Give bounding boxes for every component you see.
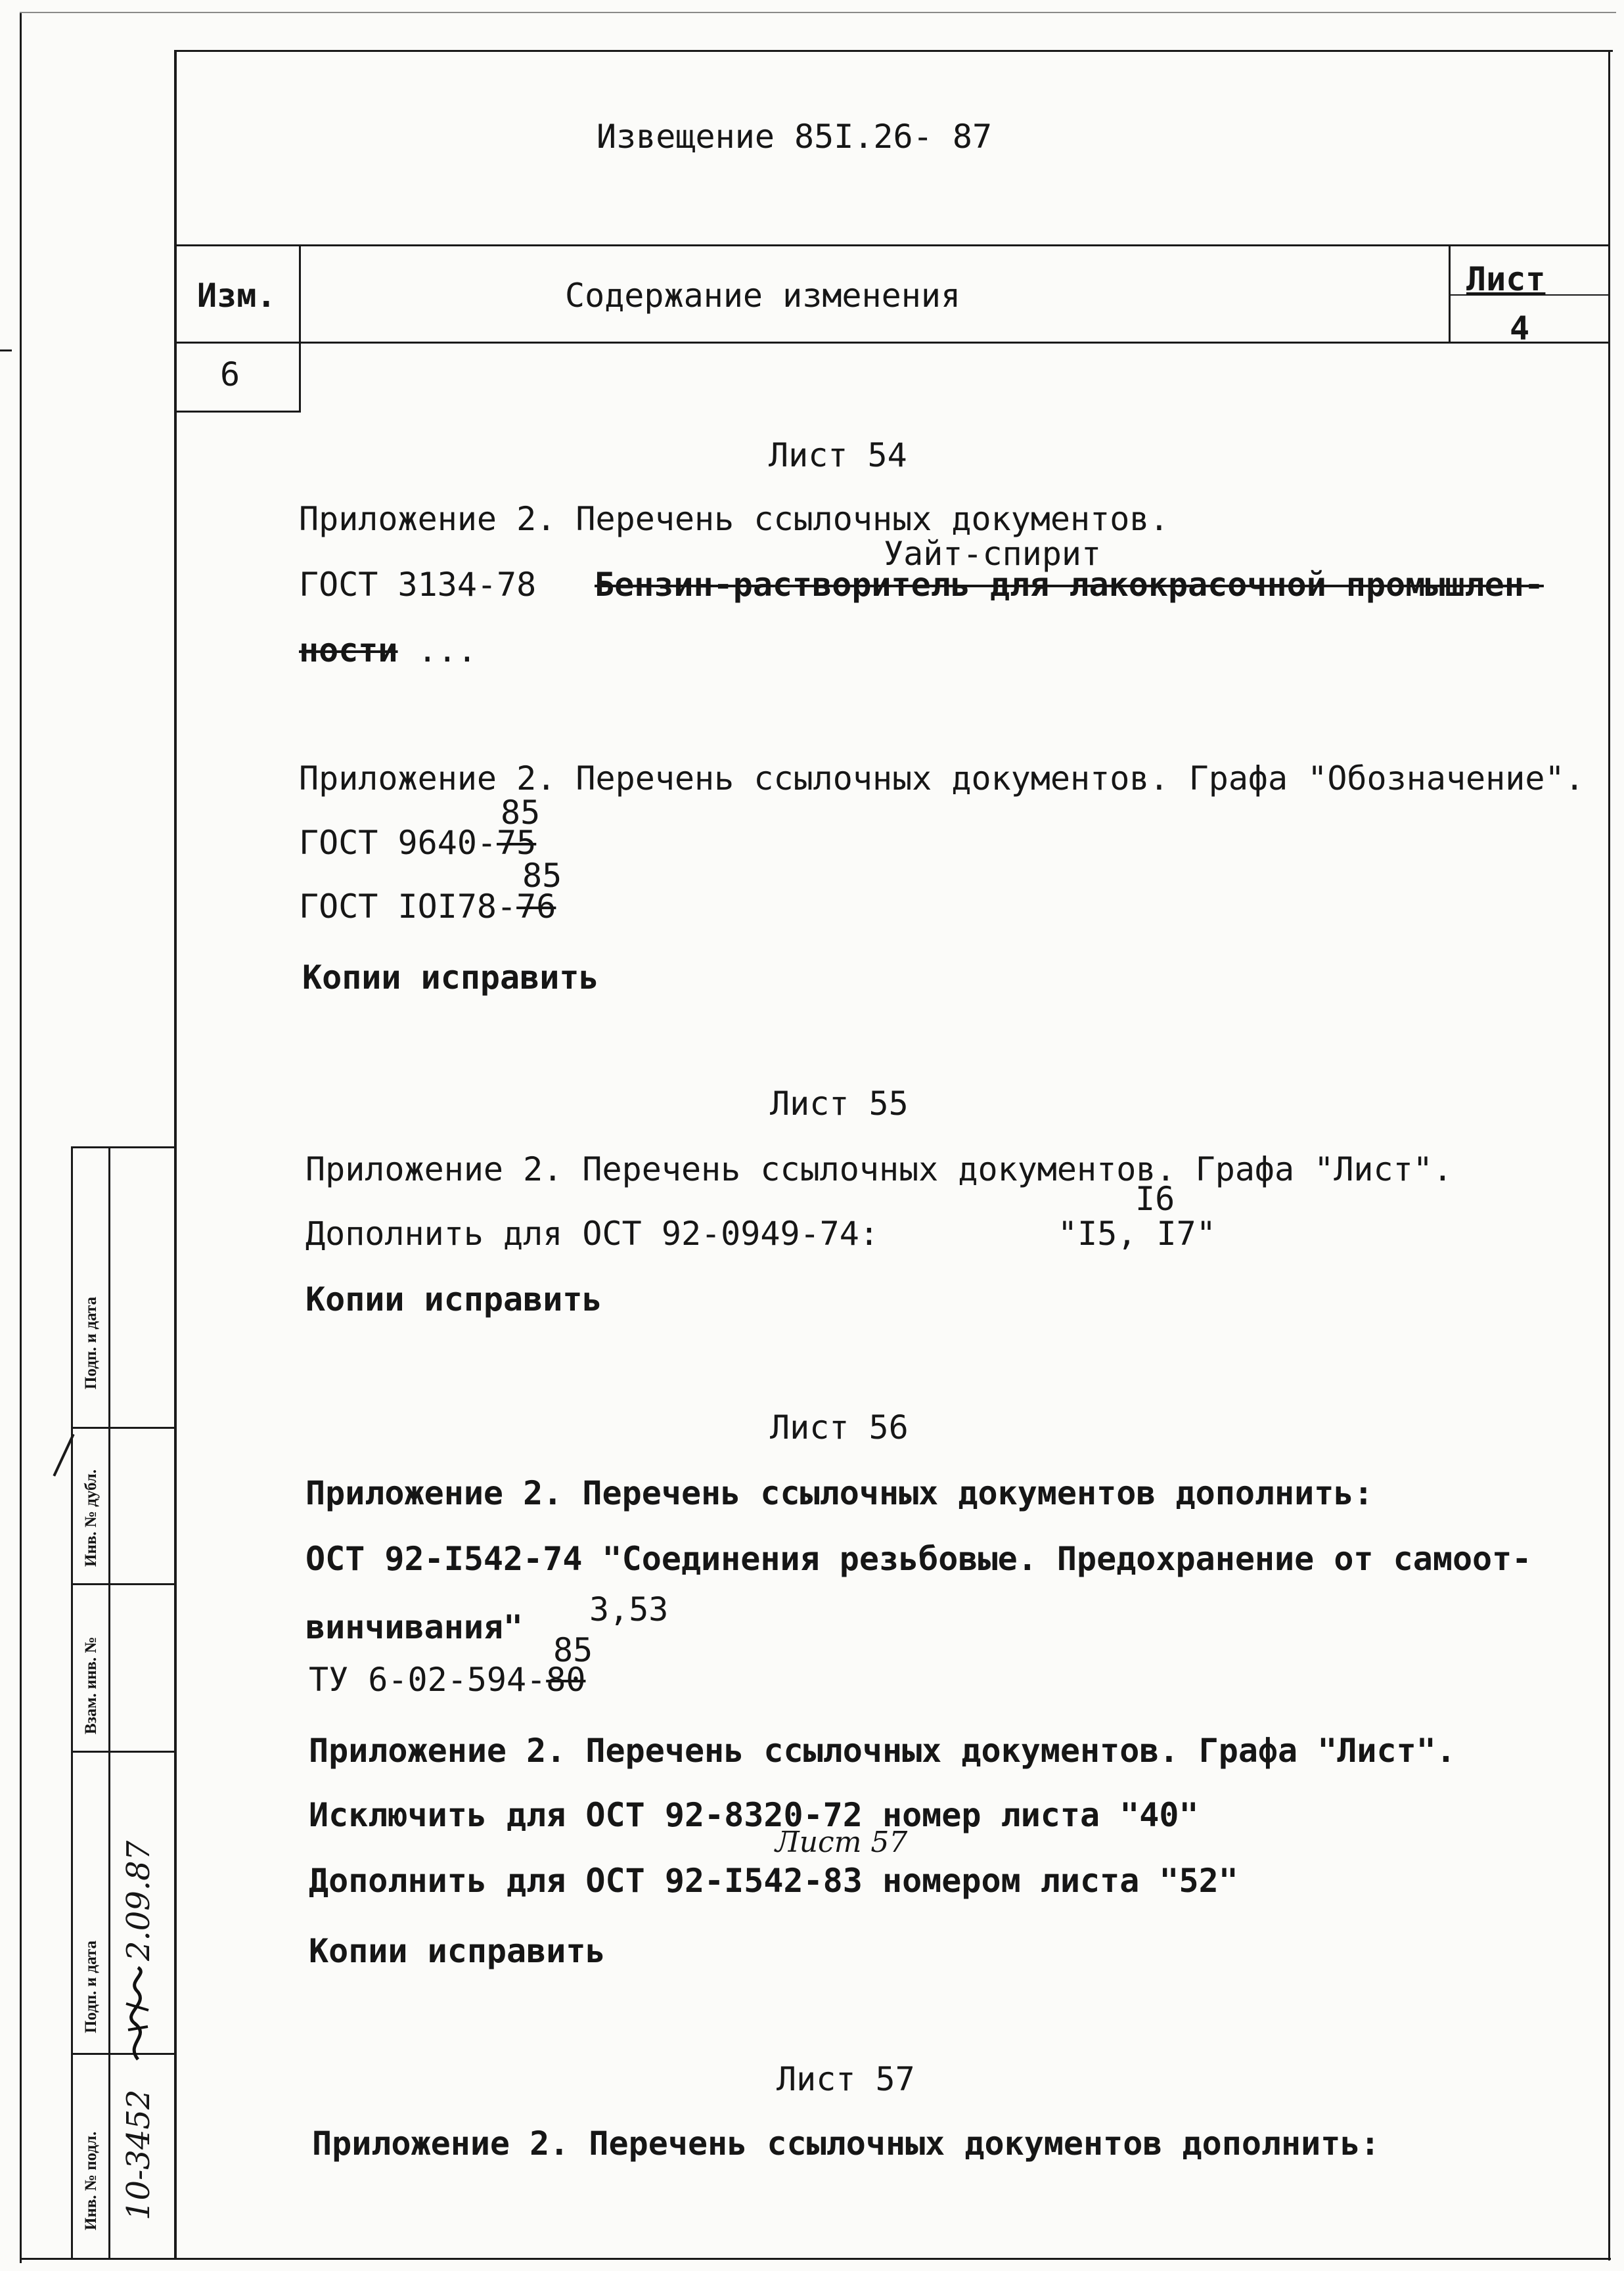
sheet-55-line1: Приложение 2. Перечень ссылочных документов. Графа "Лист". bbox=[305, 1150, 1453, 1188]
stamp-inv-podl-value: 10-3452 bbox=[120, 2089, 157, 2220]
sheet-56-ost-1542: ОСТ 92-I542-74 "Соединения резьбовые. Предохранение от самоот- bbox=[305, 1540, 1532, 1578]
gost-9640-prefix: ГОСТ 9640- bbox=[299, 824, 497, 862]
stamp-sign-date-value: 2.09.87 bbox=[120, 1840, 157, 1961]
stamp-sep-2 bbox=[71, 1427, 176, 1429]
stamp-sep-3 bbox=[71, 1583, 176, 1585]
header-row-top bbox=[174, 244, 1610, 246]
sheet-55-insert: I6 bbox=[1135, 1180, 1175, 1218]
ty-prefix: ТУ 6-02-594- bbox=[309, 1661, 547, 1699]
gost-9640-line bbox=[299, 824, 537, 862]
sheet-54-struck-text: Бензин-растворитель для лакокрасочной промышлен- bbox=[595, 566, 1544, 604]
sheet-54-struck-continuation: ности bbox=[299, 631, 398, 669]
stamp-inner-right bbox=[108, 1146, 110, 2258]
sheet-56-hand-note: Лист 57 bbox=[775, 1826, 908, 1859]
sheet-56-line3-sheets: 3,53 bbox=[589, 1590, 669, 1629]
sheet-56-title: Лист 56 bbox=[770, 1408, 909, 1447]
stamp-inv-podl-label: Инв. № подл. bbox=[82, 2131, 100, 2230]
sheet-55-title: Лист 55 bbox=[770, 1085, 909, 1123]
frame-main-right bbox=[1608, 50, 1610, 2260]
signature-image bbox=[118, 1964, 158, 2063]
stamp-sign-date-label: Подп. и дата bbox=[82, 1940, 100, 2033]
column-change-label: Изм. bbox=[197, 277, 277, 315]
gost-10178-struck-year: 76 bbox=[516, 888, 556, 926]
sheet-55-copies: Копии исправить bbox=[305, 1280, 602, 1318]
column-sheet-label: Лист bbox=[1466, 260, 1546, 298]
gost-9640-struck-year: 75 bbox=[497, 824, 537, 862]
column-content-label: Содержание изменения bbox=[565, 277, 961, 315]
gost-10178-prefix: ГОСТ IOI78- bbox=[299, 888, 517, 926]
frame-main-left bbox=[174, 51, 177, 2259]
header-row-middle bbox=[174, 342, 1610, 344]
sheet-56-line6: Исключить для ОСТ 92-8320-72 номер листа "40" bbox=[309, 1796, 1199, 1834]
sheet-54-copies: Копии исправить bbox=[302, 958, 599, 997]
sheet-54-ellipsis: ... bbox=[397, 631, 477, 669]
left-margin-tick bbox=[0, 349, 12, 351]
sheet-57-title: Лист 57 bbox=[777, 2060, 915, 2098]
sheet-55-line2: Дополнить для ОСТ 92-0949-74: bbox=[305, 1215, 879, 1253]
ty-new-year: 85 bbox=[553, 1631, 593, 1669]
sheet-54-title: Лист 54 bbox=[769, 436, 907, 474]
frame-main-top bbox=[174, 50, 1613, 52]
stamp-vzam-inv-label: Взам. инв. № bbox=[82, 1636, 100, 1734]
sheet-54-line4: Приложение 2. Перечень ссылочных документов. Графа "Обозначение". bbox=[299, 759, 1585, 798]
frame-top-edge bbox=[20, 12, 1616, 13]
sheet-54-gost-3134-prefix: ГОСТ 3134-78 bbox=[299, 566, 537, 604]
change-number: 6 bbox=[220, 355, 240, 393]
sheet-54-insert: Уайт-спирит bbox=[884, 535, 1102, 573]
sheet-56-line1: Приложение 2. Перечень ссылочных документов дополнить: bbox=[305, 1474, 1374, 1512]
gost-10178-line bbox=[299, 888, 556, 926]
sheet-54-struck-line3 bbox=[299, 631, 477, 669]
stamp-inner-left bbox=[71, 1146, 73, 2258]
frame-left-edge bbox=[20, 13, 22, 2263]
notice-title: Извещение 85I.26- 87 bbox=[597, 118, 993, 156]
ty-struck-year: 80 bbox=[546, 1661, 586, 1699]
stamp-inv-dubl-label: Инв. № дубл. bbox=[82, 1469, 100, 1567]
frame-main-bottom bbox=[20, 2258, 1611, 2260]
header-col-divider-left bbox=[299, 244, 301, 412]
sheet-55-sheets-value: "I5, I7" bbox=[1058, 1215, 1216, 1253]
sheet-number: 4 bbox=[1510, 309, 1530, 348]
stamp-sep-1 bbox=[71, 1146, 176, 1148]
sheet-56-line7: Дополнить для ОСТ 92-I542-83 номером листа "52" bbox=[309, 1862, 1238, 1900]
ty-line bbox=[309, 1661, 586, 1699]
gost-9640-new-year: 85 bbox=[501, 794, 541, 832]
sheet-56-line3: винчивания" bbox=[305, 1608, 524, 1646]
sheet-56-line5: Приложение 2. Перечень ссылочных документов. Графа "Лист". bbox=[309, 1732, 1456, 1770]
sheet-56-copies: Копии исправить bbox=[309, 1932, 606, 1970]
sheet-57-line1: Приложение 2. Перечень ссылочных документов дополнить: bbox=[312, 2125, 1380, 2163]
gost-10178-new-year: 85 bbox=[522, 857, 562, 895]
header-col-divider-right bbox=[1449, 244, 1451, 343]
stamp-sign-date-2-label: Подп. и дата bbox=[82, 1296, 100, 1389]
header-change-bottom bbox=[174, 411, 301, 413]
sheet-54-line1: Приложение 2. Перечень ссылочных документов. bbox=[299, 500, 1169, 538]
stamp-sep-4 bbox=[71, 1751, 176, 1753]
